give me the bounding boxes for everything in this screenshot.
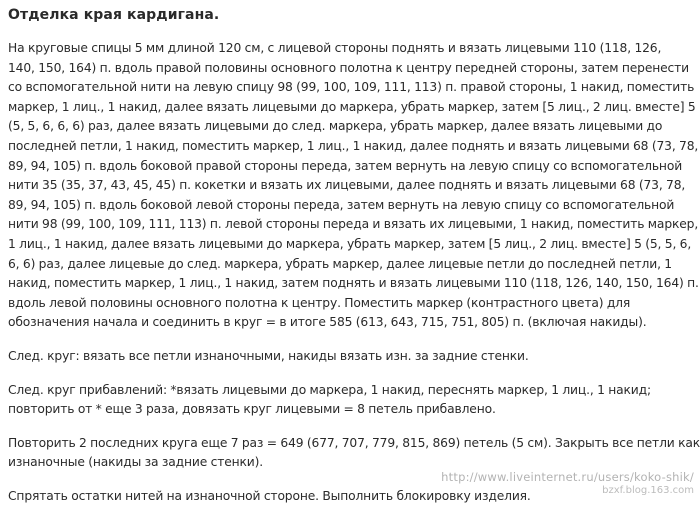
text-line: 1 лиц., 1 накид, далее вязать лицевыми до маркера, убрать маркер, затем [5 лиц., 2 лиц. вместе] 5 (5, 5, 6, [8,236,692,251]
text-line: Спрятать остатки нитей на изнаночной стороне. Выполнить блокировку изделия. [8,488,531,503]
text-line: (5, 5, 6, 6, 6) раз, далее вязать лицевыми до след. маркера, убрать маркер, далее вязать лицевыми до [8,119,663,134]
text-line: нити 35 (35, 37, 43, 45, 45) п. кокетки и вязать их лицевыми, далее поднять и вязать лицевыми 68 (73, 78, [8,178,686,193]
paragraph-increase-round [8,381,692,420]
text-line: 89, 94, 105) п. вдоль боковой правой стороны переда, затем вернуть на левую спицу со вспомогательной [8,158,683,173]
text-line: След. круг: вязать все петли изнаночными, накиды вязать изн. за задние стенки. [8,348,529,363]
text-line: накид, поместить маркер, 1 лиц., 1 накид, затем поднять и вязать лицевыми 110 (118, 126, 140, 150, 164) п. [8,276,699,291]
text-line: маркер, 1 лиц., 1 накид, далее вязать лицевыми до маркера, убрать маркер, затем [5 лиц., 2 лиц. вместе] 5 [8,99,696,114]
text-line: изнаночные (накиды за задние стенки). [8,455,264,470]
watermark-blog: bzxf.blog.163.com [602,485,694,496]
paragraph-purl-round [8,347,692,367]
text-line: 6, 6) раз, далее лицевые до след. маркера, убрать маркер, далее лицевые петли до последней петли, 1 [8,256,672,271]
paragraph-main-instructions [8,39,699,333]
text-line: нити 98 (99, 100, 109, 111, 113) п. левой стороны переда и вязать их лицевыми, 1 накид, поместить маркер, [8,217,699,232]
text-line: со вспомогательной нити на левую спицу 98 (99, 100, 109, 111, 113) п. правой стороны, 1 накид, поместить [8,80,695,95]
text-line: Повторить 2 последних круга еще 7 раз = 649 (677, 707, 779, 815, 869) петель (5 см). Закрыть все петли как [8,435,700,450]
watermark [441,471,694,497]
text-line: 89, 94, 105) п. вдоль боковой левой стороны переда, затем вернуть на левую спицу со вспомогательной [8,197,675,212]
paragraph-repeat-rounds [8,434,700,473]
text-line: последней петли, 1 накид, поместить маркер, 1 лиц., 1 накид, далее поднять и вязать лицевыми 68 (73, 78, [8,138,699,153]
text-line: На круговые спицы 5 мм длиной 120 см, с лицевой стороны поднять и вязать лицевыми 110 (118, 126, [8,41,662,55]
text-line: След. круг прибавлений: *вязать лицевыми до маркера, 1 накид, переснять маркер, 1 лиц., 1 накид; [8,382,651,397]
text-line: повторить от * еще 3 раза, довязать круг лицевыми = 8 петель прибавлено. [8,402,496,417]
text-line: вдоль левой половины основного полотна к центру. Поместить маркер (контрастного цвета) для [8,295,631,310]
text-line: обозначения начала и соединить в круг = в итоге 585 (613, 643, 715, 751, 805) п. (включая накиды). [8,315,647,330]
text-line: 140, 150, 164) п. вдоль правой половины основного полотна к центру передней стороны, затем перенести [8,60,690,75]
watermark-url: http://www.liveinternet.ru/users/koko-shik/ [441,470,694,484]
document-title: Отделка края кардигана. [8,7,220,23]
